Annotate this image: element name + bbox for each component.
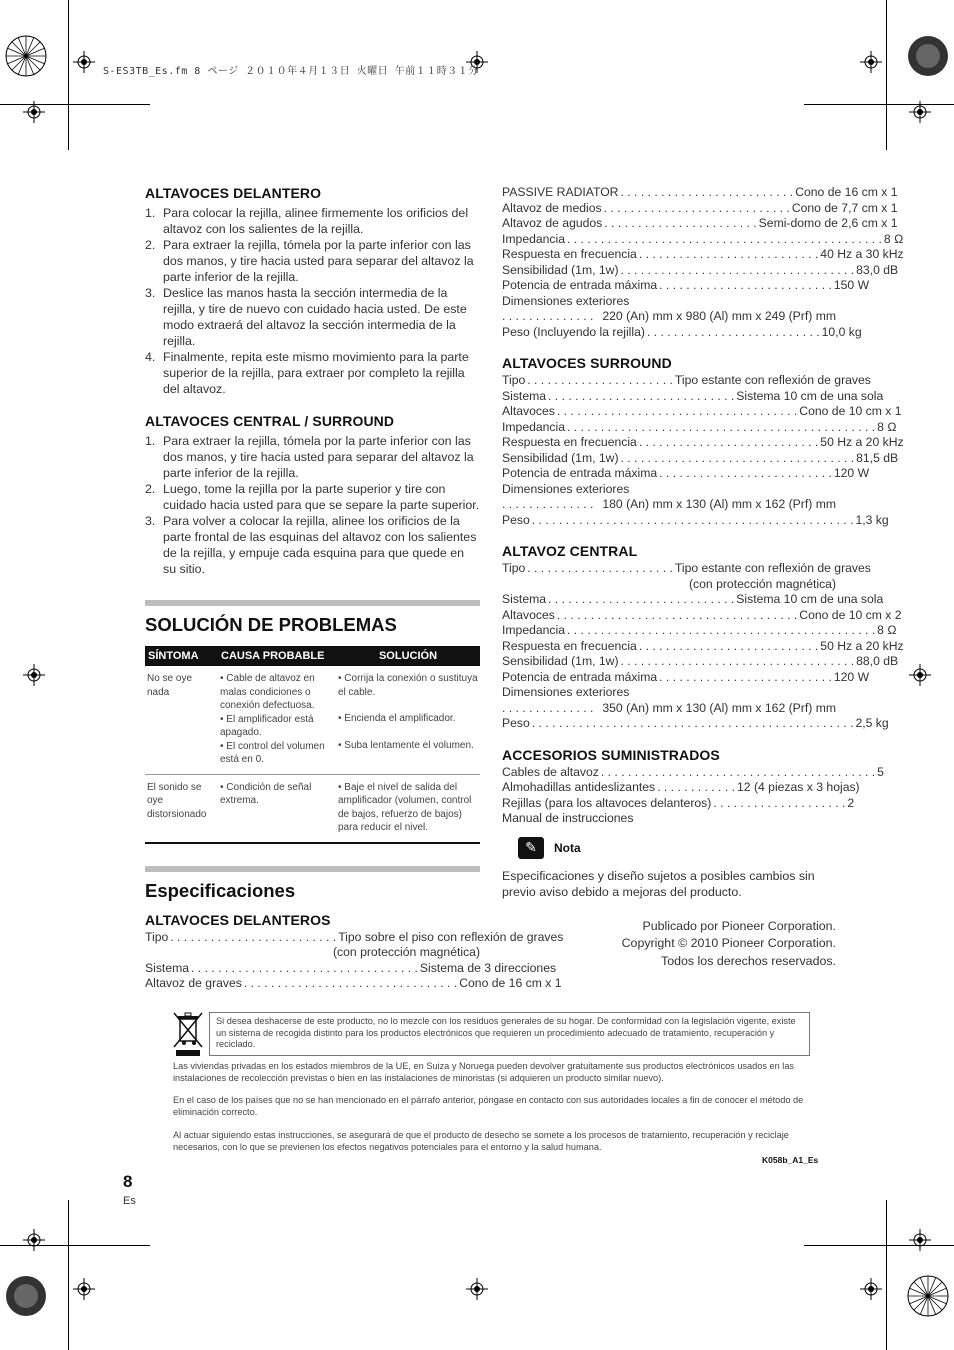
spec-list xyxy=(502,373,904,528)
crosshair-mark-icon xyxy=(23,664,45,686)
table-header: SÍNTOMA xyxy=(145,646,218,666)
registration-rosette-icon xyxy=(4,1274,48,1318)
crosshair-mark-icon xyxy=(73,1278,95,1300)
registration-rosette-icon xyxy=(906,1274,950,1318)
front-steps xyxy=(145,205,480,397)
table-row xyxy=(145,666,480,774)
section-title-central: ALTAVOZ CENTRAL xyxy=(502,543,638,559)
crosshair-mark-icon xyxy=(23,1229,45,1251)
divider xyxy=(145,600,480,606)
spec-row: Sistema . . . . . . . . . . . . . . . . . . . . . . . . . . . . . . . . . . Sistema de 3 direcciones xyxy=(145,960,557,975)
spec-list xyxy=(502,561,904,732)
divider xyxy=(145,866,480,872)
spec-row: Altavoz de agudos . . . . . . . . . . . . . . . . . . . . . . . Semi-domo de 2,6 cm x 1 xyxy=(502,216,898,230)
crop-mark xyxy=(68,1200,69,1350)
spec-row: Sensibilidad (1m, 1w) . . . . . . . . . . . . . . . . . . . . . . . . . . . . . . . . . . . 83,0 dB xyxy=(502,262,899,277)
table-cell: • Condición de señal extrema. xyxy=(218,774,336,843)
spec-row: Sistema . . . . . . . . . . . . . . . . . . . . . . . . . . . . Sistema 10 cm de una sola xyxy=(502,592,884,606)
pencil-note-icon: ✎ xyxy=(518,837,544,859)
spec-row: Almohadillas antideslizantes . . . . . . . . . . . . 12 (4 piezas x 3 hojas) xyxy=(502,780,860,794)
spec-row: Sensibilidad (1m, 1w) . . . . . . . . . . . . . . . . . . . . . . . . . . . . . . . . . . . 81,5 dB xyxy=(502,450,899,465)
registration-rosette-icon xyxy=(4,34,48,78)
spec-label: Dimensiones exteriores xyxy=(502,685,630,699)
note-label: Nota xyxy=(554,840,581,855)
troubleshooting-table xyxy=(145,646,480,844)
spec-row: . . . . . . . . . . . . . . 180 (An) mm x 130 (Al) mm x 162 (Prf) mm xyxy=(502,497,836,511)
list-item: 1. Para colocar la rejilla, alinee firmemente los orificios del altavoz con los salientes de la rejilla. xyxy=(145,206,469,236)
spec-row: Respuesta en frecuencia . . . . . . . . . . . . . . . . . . . . . . . . . . . 50 Hz a 20 kHz xyxy=(502,638,904,653)
disposal-paragraph: Las viviendas privadas en los estados miembros de la UE, en Suiza y Noruega pueden devolver gratuitamente sus productos electrónicos usados en las instalaciones de recolección previstas o bien en las instalaciones de minoristas (si adquieren un producto similar nuevo). xyxy=(173,1061,795,1083)
document-code: K058b_A1_Es xyxy=(762,1155,819,1165)
spec-row: Tipo . . . . . . . . . . . . . . . . . . . . . . Tipo estante con reflexión de graves xyxy=(502,561,871,575)
spec-row: Respuesta en frecuencia . . . . . . . . . . . . . . . . . . . . . . . . . . . 40 Hz a 30 kHz xyxy=(502,247,904,261)
list-item: 3. Para volver a colocar la rejilla, alinee los orificios de la parte frontal de las esquinas del altavoz con los salientes de la rejilla, y empuje cada esquina para que quede en su sitio. xyxy=(145,514,477,576)
left-column xyxy=(145,185,564,992)
crosshair-mark-icon xyxy=(466,1278,488,1300)
section-title-front-specs: ALTAVOCES DELANTEROS xyxy=(145,911,331,928)
list-item: 4. Finalmente, repita este mismo movimiento para la parte superior de la rejilla, para extraer por completo la rejilla del altavoz. xyxy=(145,350,469,396)
section-title-front: ALTAVOCES DELANTERO xyxy=(145,185,322,201)
spec-list xyxy=(502,764,884,827)
note-header xyxy=(518,837,836,859)
crop-mark xyxy=(886,1200,887,1350)
list-item: 2. Para extraer la rejilla, tómela por la parte inferior con las dos manos, y tire hacia usted para separar del altavoz la parte inferior de la rejilla. xyxy=(145,238,474,284)
section-title-center: ALTAVOCES CENTRAL / SURROUND xyxy=(145,413,395,429)
section-title-surround: ALTAVOCES SURROUND xyxy=(502,355,672,371)
spec-row: Rejillas (para los altavoces delanteros) . . . . . . . . . . . . . . . . . . . . 2 xyxy=(502,795,855,810)
crop-mark xyxy=(886,0,887,150)
right-column xyxy=(502,185,904,970)
section-title-accessories: ACCESORIOS SUMINISTRADOS xyxy=(502,746,720,763)
spec-row: Altavoces . . . . . . . . . . . . . . . . . . . . . . . . . . . . . . . . . . . . Cono de 10 cm x 1 xyxy=(502,404,902,418)
table-cell: El sonido se oye distorsionado xyxy=(145,774,218,843)
disposal-paragraph: Al actuar siguiendo estas instrucciones, se asegurará de que el producto de desecho se somete a los procesos de tratamiento, recuperación y reciclaje necesarios, con lo que se previenen los efectos negativos potenciales para el entorno y la salud humana. xyxy=(173,1130,789,1152)
spec-label: Manual de instrucciones xyxy=(502,811,634,825)
crosshair-mark-icon xyxy=(909,101,931,123)
crosshair-mark-icon xyxy=(909,664,931,686)
file-header: S-ES3TB_Es.fm 8 ページ ２０１０年４月１３日 火曜日 午前１１時３１分 xyxy=(103,66,479,77)
crop-mark xyxy=(804,1245,954,1246)
spec-list xyxy=(502,185,904,340)
spec-row: Sistema . . . . . . . . . . . . . . . . . . . . . . . . . . . . Sistema 10 cm de una sola xyxy=(502,388,884,403)
spec-value: (con protección magnética) xyxy=(689,576,836,591)
spec-row: Peso (Incluyendo la rejilla) . . . . . . . . . . . . . . . . . . . . . . . . . . 10,0 kg xyxy=(502,324,862,339)
spec-row: Altavoces . . . . . . . . . . . . . . . . . . . . . . . . . . . . . . . . . . . . Cono de 10 cm x 2 xyxy=(502,607,902,622)
crosshair-mark-icon xyxy=(73,51,95,73)
spec-row: Altavoz de medios . . . . . . . . . . . . . . . . . . . . . . . . . . . . Cono de 7,7 cm x 1 xyxy=(502,200,898,215)
publisher-info xyxy=(502,918,836,971)
spec-row: Peso . . . . . . . . . . . . . . . . . . . . . . . . . . . . . . . . . . . . . . . . . . . . . . . . 1,3 kg xyxy=(502,512,889,527)
table-cell: No se oye nada xyxy=(145,666,218,774)
table-cell: • Cable de altavoz en malas condiciones o conexión defectuosa. • El amplificador está apagado. • El control del volumen está en 0. xyxy=(218,666,336,774)
spec-row: . . . . . . . . . . . . . . 220 (An) mm x 980 (Al) mm x 249 (Prf) mm xyxy=(502,309,836,323)
registration-rosette-icon xyxy=(906,34,950,78)
spec-row: Potencia de entrada máxima . . . . . . . . . . . . . . . . . . . . . . . . . . 120 W xyxy=(502,466,870,480)
spec-label: Dimensiones exteriores xyxy=(502,481,630,496)
rights-line: Todos los derechos reservados. xyxy=(661,953,836,968)
center-steps xyxy=(145,433,480,577)
spec-value: (con protección magnética) xyxy=(333,945,480,959)
crosshair-mark-icon xyxy=(860,1278,882,1300)
list-item: 1. Para extraer la rejilla, tómela por la parte inferior con las dos manos, y tire hacia usted para separar del altavoz la parte inferior de la rejilla. xyxy=(145,434,474,480)
spec-row: Tipo . . . . . . . . . . . . . . . . . . . . . . . . . Tipo sobre el piso con reflexión de graves xyxy=(145,929,564,944)
spec-label: Dimensiones exteriores xyxy=(502,293,630,308)
spec-row: Impedancia . . . . . . . . . . . . . . . . . . . . . . . . . . . . . . . . . . . . . . . . . . . . . . 8 Ω xyxy=(502,419,897,434)
troubleshooting-title: SOLUCIÓN DE PROBLEMAS xyxy=(145,614,397,635)
table-header: SOLUCIÓN xyxy=(336,646,480,666)
table-cell: • Baje el nivel de salida del amplificador (volumen, control de bajos, refuerzo de bajos) para reducir el nivel. xyxy=(336,774,480,843)
crosshair-mark-icon xyxy=(909,1229,931,1251)
table-row xyxy=(145,774,480,843)
note-text: Especificaciones y diseño sujetos a posibles cambios sin previo aviso debido a mejoras del producto. xyxy=(502,868,815,899)
spec-row: . . . . . . . . . . . . . . 350 (An) mm x 130 (Al) mm x 162 (Prf) mm xyxy=(502,700,836,715)
disposal-paragraph: En el caso de los países que no se han mencionado en el párrafo anterior, póngase en contacto con sus autoridades locales a fin de conocer el método de eliminación correcto. xyxy=(173,1095,804,1117)
spec-row: Impedancia . . . . . . . . . . . . . . . . . . . . . . . . . . . . . . . . . . . . . . . . . . . . . . 8 Ω xyxy=(502,623,897,637)
spec-row: Impedancia . . . . . . . . . . . . . . . . . . . . . . . . . . . . . . . . . . . . . . . . . . . . . . . 8 Ω xyxy=(502,231,904,246)
list-item: 2. Luego, tome la rejilla por la parte superior y tire con cuidado hacia usted para que se separe la parte superior. xyxy=(145,482,480,512)
spec-row: Respuesta en frecuencia . . . . . . . . . . . . . . . . . . . . . . . . . . . 50 Hz a 20 kHz xyxy=(502,435,904,449)
disposal-notice-box: Si desea deshacerse de este producto, no lo mezcle con los residuos generales de su hogar. De conformidad con la legislación vigente, existe un sistema de recogida distinto para los productos electrónicos que requieren un procedimiento adecuado de tratamiento, recuperación y reciclado. xyxy=(209,1012,810,1056)
publisher-line: Publicado por Pioneer Corporation. xyxy=(642,918,836,933)
spec-row: PASSIVE RADIATOR . . . . . . . . . . . . . . . . . . . . . . . . . . Cono de 16 cm x 1 xyxy=(502,185,898,199)
page-language: Es xyxy=(123,1195,136,1207)
crop-mark xyxy=(804,104,954,105)
list-item: 3. Deslice las manos hasta la sección intermedia de la rejilla, y tire de nuevo con cuidado hacia usted. De este modo extraerá del altavoz la sección intermedia de la rejilla. xyxy=(145,286,467,348)
spec-row: Cables de altavoz . . . . . . . . . . . . . . . . . . . . . . . . . . . . . . . . . . . . . . . . . 5 xyxy=(502,764,884,779)
crop-mark xyxy=(68,0,69,150)
copyright-line: Copyright © 2010 Pioneer Corporation. xyxy=(621,936,836,950)
spec-row: Tipo . . . . . . . . . . . . . . . . . . . . . . Tipo estante con reflexión de graves xyxy=(502,373,871,387)
spec-row: Potencia de entrada máxima . . . . . . . . . . . . . . . . . . . . . . . . . . 150 W xyxy=(502,278,870,292)
table-cell: • Corrija la conexión o sustituya el cable. • Encienda el amplificador. • Suba lentamente el volumen. xyxy=(336,666,480,774)
page-number: 8 xyxy=(123,1172,133,1191)
specifications-title: Especificaciones xyxy=(145,879,296,901)
table-header: CAUSA PROBABLE xyxy=(218,646,336,666)
spec-row: Altavoz de graves . . . . . . . . . . . . . . . . . . . . . . . . . . . . . . . . Cono de 16 cm x 1 xyxy=(145,976,562,990)
crosshair-mark-icon xyxy=(860,51,882,73)
weee-crossed-bin-icon xyxy=(172,1011,204,1057)
spec-row: Potencia de entrada máxima . . . . . . . . . . . . . . . . . . . . . . . . . . 120 W xyxy=(502,669,870,684)
crosshair-mark-icon xyxy=(23,101,45,123)
spec-row: Sensibilidad (1m, 1w) . . . . . . . . . . . . . . . . . . . . . . . . . . . . . . . . . . . 88,0 dB xyxy=(502,654,899,668)
spec-list xyxy=(145,929,564,992)
spec-row: Peso . . . . . . . . . . . . . . . . . . . . . . . . . . . . . . . . . . . . . . . . . . . . . . . . 2,5 kg xyxy=(502,716,889,730)
